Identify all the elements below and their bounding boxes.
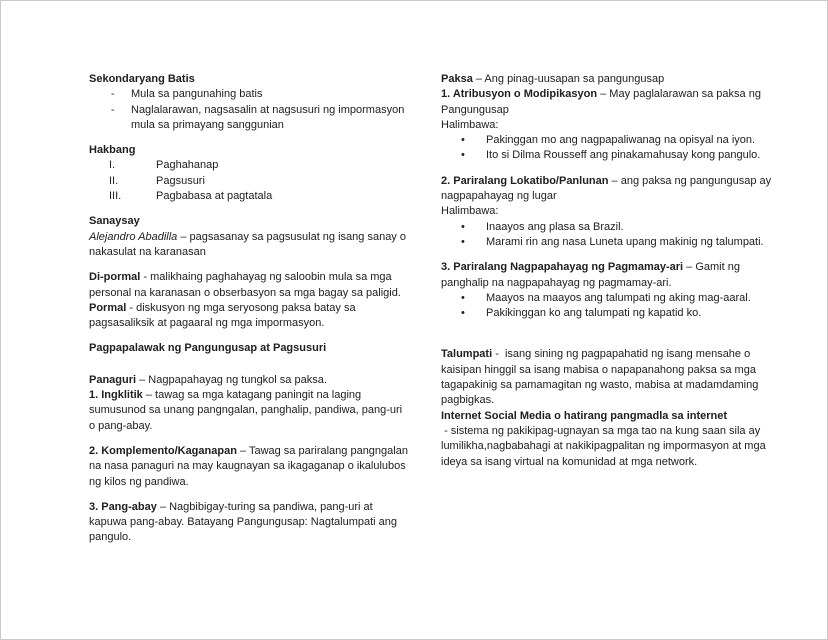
bullet-item (461, 306, 777, 321)
dipormal-definition (89, 270, 409, 301)
talumpati-definition (441, 347, 777, 408)
definition-text: – pagsasanay sa pagsusulat ng isang sanay o nakasulat na karanasan (89, 230, 406, 258)
definition-text: – Ang pinag-uusapan sa pangungusap (472, 73, 665, 85)
lokatibo-examples (441, 220, 777, 251)
definition-text: – Nagbibigay-turing sa pandiwa, pang-uri at kapuwa pang-abay. Batayang Pangungusap: Nagtalumpati ang pangulo. (89, 500, 398, 544)
term: Panaguri (89, 373, 137, 386)
step-item (109, 174, 409, 189)
definition-text: - diskusyon ng mga seryosong paksa batay sa pagsasaliksik at pagaaral ng mga impormasyon. (89, 301, 356, 330)
hakbang-steps (89, 158, 409, 204)
komplemento-definition (89, 444, 409, 490)
heading-pagpapalawak: Pagpapalawak ng Pangungusap at Pagsusuri (89, 342, 327, 355)
pormal-definition (89, 301, 409, 332)
bullet-item (461, 220, 777, 235)
author-name: Alejandro Abadilla (89, 230, 178, 243)
bullet-marker: • (461, 134, 465, 147)
term: Pormal (89, 301, 127, 314)
term: Paksa (441, 73, 473, 85)
list-item-text: Mula sa pangunahing batis (131, 88, 263, 101)
example-text: Inaayos ang plasa sa Brazil. (486, 220, 624, 233)
dash-marker: - (111, 88, 115, 101)
bullet-item (461, 133, 777, 148)
definition-text: – tawag sa mga katagang paningit na laging sumusunod sa unang pangngalan, panghalip, pandiwa, pang-uri o pang-abay. (89, 389, 403, 432)
atribusyon-definition (441, 87, 777, 118)
paksa-definition (441, 72, 777, 87)
example-text: Pakinggan mo ang nagpapaliwanag na opisyal na iyon. (486, 134, 756, 147)
bullet-item (461, 148, 777, 163)
dash-marker: - (111, 103, 115, 116)
lokatibo-definition (441, 174, 777, 205)
list-item (111, 87, 409, 102)
list-item (111, 103, 409, 134)
definition-text: – Tawag sa pariralang pangngalan na nasa panaguri na may kaugnayan sa ikagaganap o ikalulubos ng kilos ng pandiwa. (89, 444, 408, 488)
left-column (89, 72, 409, 546)
definition-text: – ang paksa ng pangungusap ay nagpapahayag ng lugar (441, 174, 772, 203)
pagmamayari-examples (441, 291, 777, 322)
example-text: Marami rin ang nasa Luneta upang makinig ng talumpati. (486, 235, 764, 248)
bullet-item (461, 291, 777, 306)
bullet-item (461, 235, 777, 250)
step-item (109, 189, 409, 204)
term: Talumpati (441, 348, 493, 361)
heading-hakbang: Hakbang (89, 144, 136, 157)
bullet-marker: • (461, 291, 465, 304)
examples-label: Halimbawa: (441, 118, 499, 131)
step-text: Pagbabasa at pagtatala (156, 190, 273, 203)
internet-heading: Internet Social Media o hatirang pangmadla sa internet (441, 409, 728, 422)
bullet-marker: • (461, 220, 465, 233)
bullet-marker: • (461, 235, 465, 248)
term: 1. Ingklitik (89, 389, 143, 402)
right-column (441, 72, 777, 470)
definition-text: - malikhaing paghahayag ng saloobin mula sa mga personal na karanasan o obserbasyon sa mga bagay sa paligid. (89, 271, 401, 299)
sanaysay-definition (89, 230, 409, 261)
heading-sanaysay: Sanaysay (89, 215, 140, 228)
definition-text: – Nagpapahayag ng tungkol sa paksa. (136, 373, 327, 386)
term: 3. Pang-abay (89, 500, 157, 513)
internet-definition: - sistema ng pakikipag-ugnayan sa mga tao na kung saan sila ay lumilikha,nagbabahagi at nakikipagpalitan ng impormasyon at mga ideya sa isang virtual na komunidad at mga network. (441, 424, 769, 468)
pagmamayari-definition (441, 260, 777, 291)
bullet-marker: • (461, 307, 465, 320)
term: 3. Pariralang Nagpapahayag ng Pagmamay-ari (441, 261, 684, 274)
roman-numeral: I. (109, 159, 116, 172)
term: 2. Komplemento/Kaganapan (89, 444, 237, 457)
example-text: Ito si Dilma Rousseff ang pinakamahusay kong pangulo. (486, 149, 761, 162)
sekondaryang-batis-list (89, 87, 409, 133)
definition-text: – Gamit ng panghalip na nagpapahayag ng pagmamay-ari. (441, 261, 740, 289)
example-text: Pakikinggan ko ang talumpati ng kapatid ko. (486, 307, 702, 320)
examples-label: Halimbawa: (441, 205, 499, 218)
atribusyon-examples (441, 133, 777, 164)
panaguri-definition (89, 373, 409, 388)
definition-text: – May paglalarawan sa paksa ng Pangungusap (441, 88, 761, 116)
bullet-marker: • (461, 149, 465, 162)
example-text: Maayos na maayos ang talumpati ng aking mag-aaral. (486, 291, 751, 304)
pangabay-definition (89, 500, 409, 546)
roman-numeral: II. (109, 174, 119, 187)
term: 2. Pariralang Lokatibo/Panlunan (441, 174, 609, 187)
ingklitik-definition (89, 388, 409, 434)
roman-numeral: III. (109, 190, 122, 203)
definition-text: - isang sining ng pagpapahatid ng isang mensahe o kaisipan hinggil sa isang mabisa o napapanahong paksa sa mga tagapakinig sa pamamagitan ng wasto, mabisa at madamdaming pagbigkas. (441, 348, 762, 407)
term: 1. Atribusyon o Modipikasyon (441, 88, 598, 101)
step-item (109, 158, 409, 173)
step-text: Paghahanap (156, 159, 219, 172)
list-item-text: Naglalarawan, nagsasalin at nagsusuri ng impormasyon mula sa primayang sanggunian (131, 103, 405, 131)
term: Di-pormal (89, 271, 141, 284)
step-text: Pagsusuri (156, 174, 205, 187)
heading-sekondaryang-batis: Sekondaryang Batis (89, 73, 195, 85)
